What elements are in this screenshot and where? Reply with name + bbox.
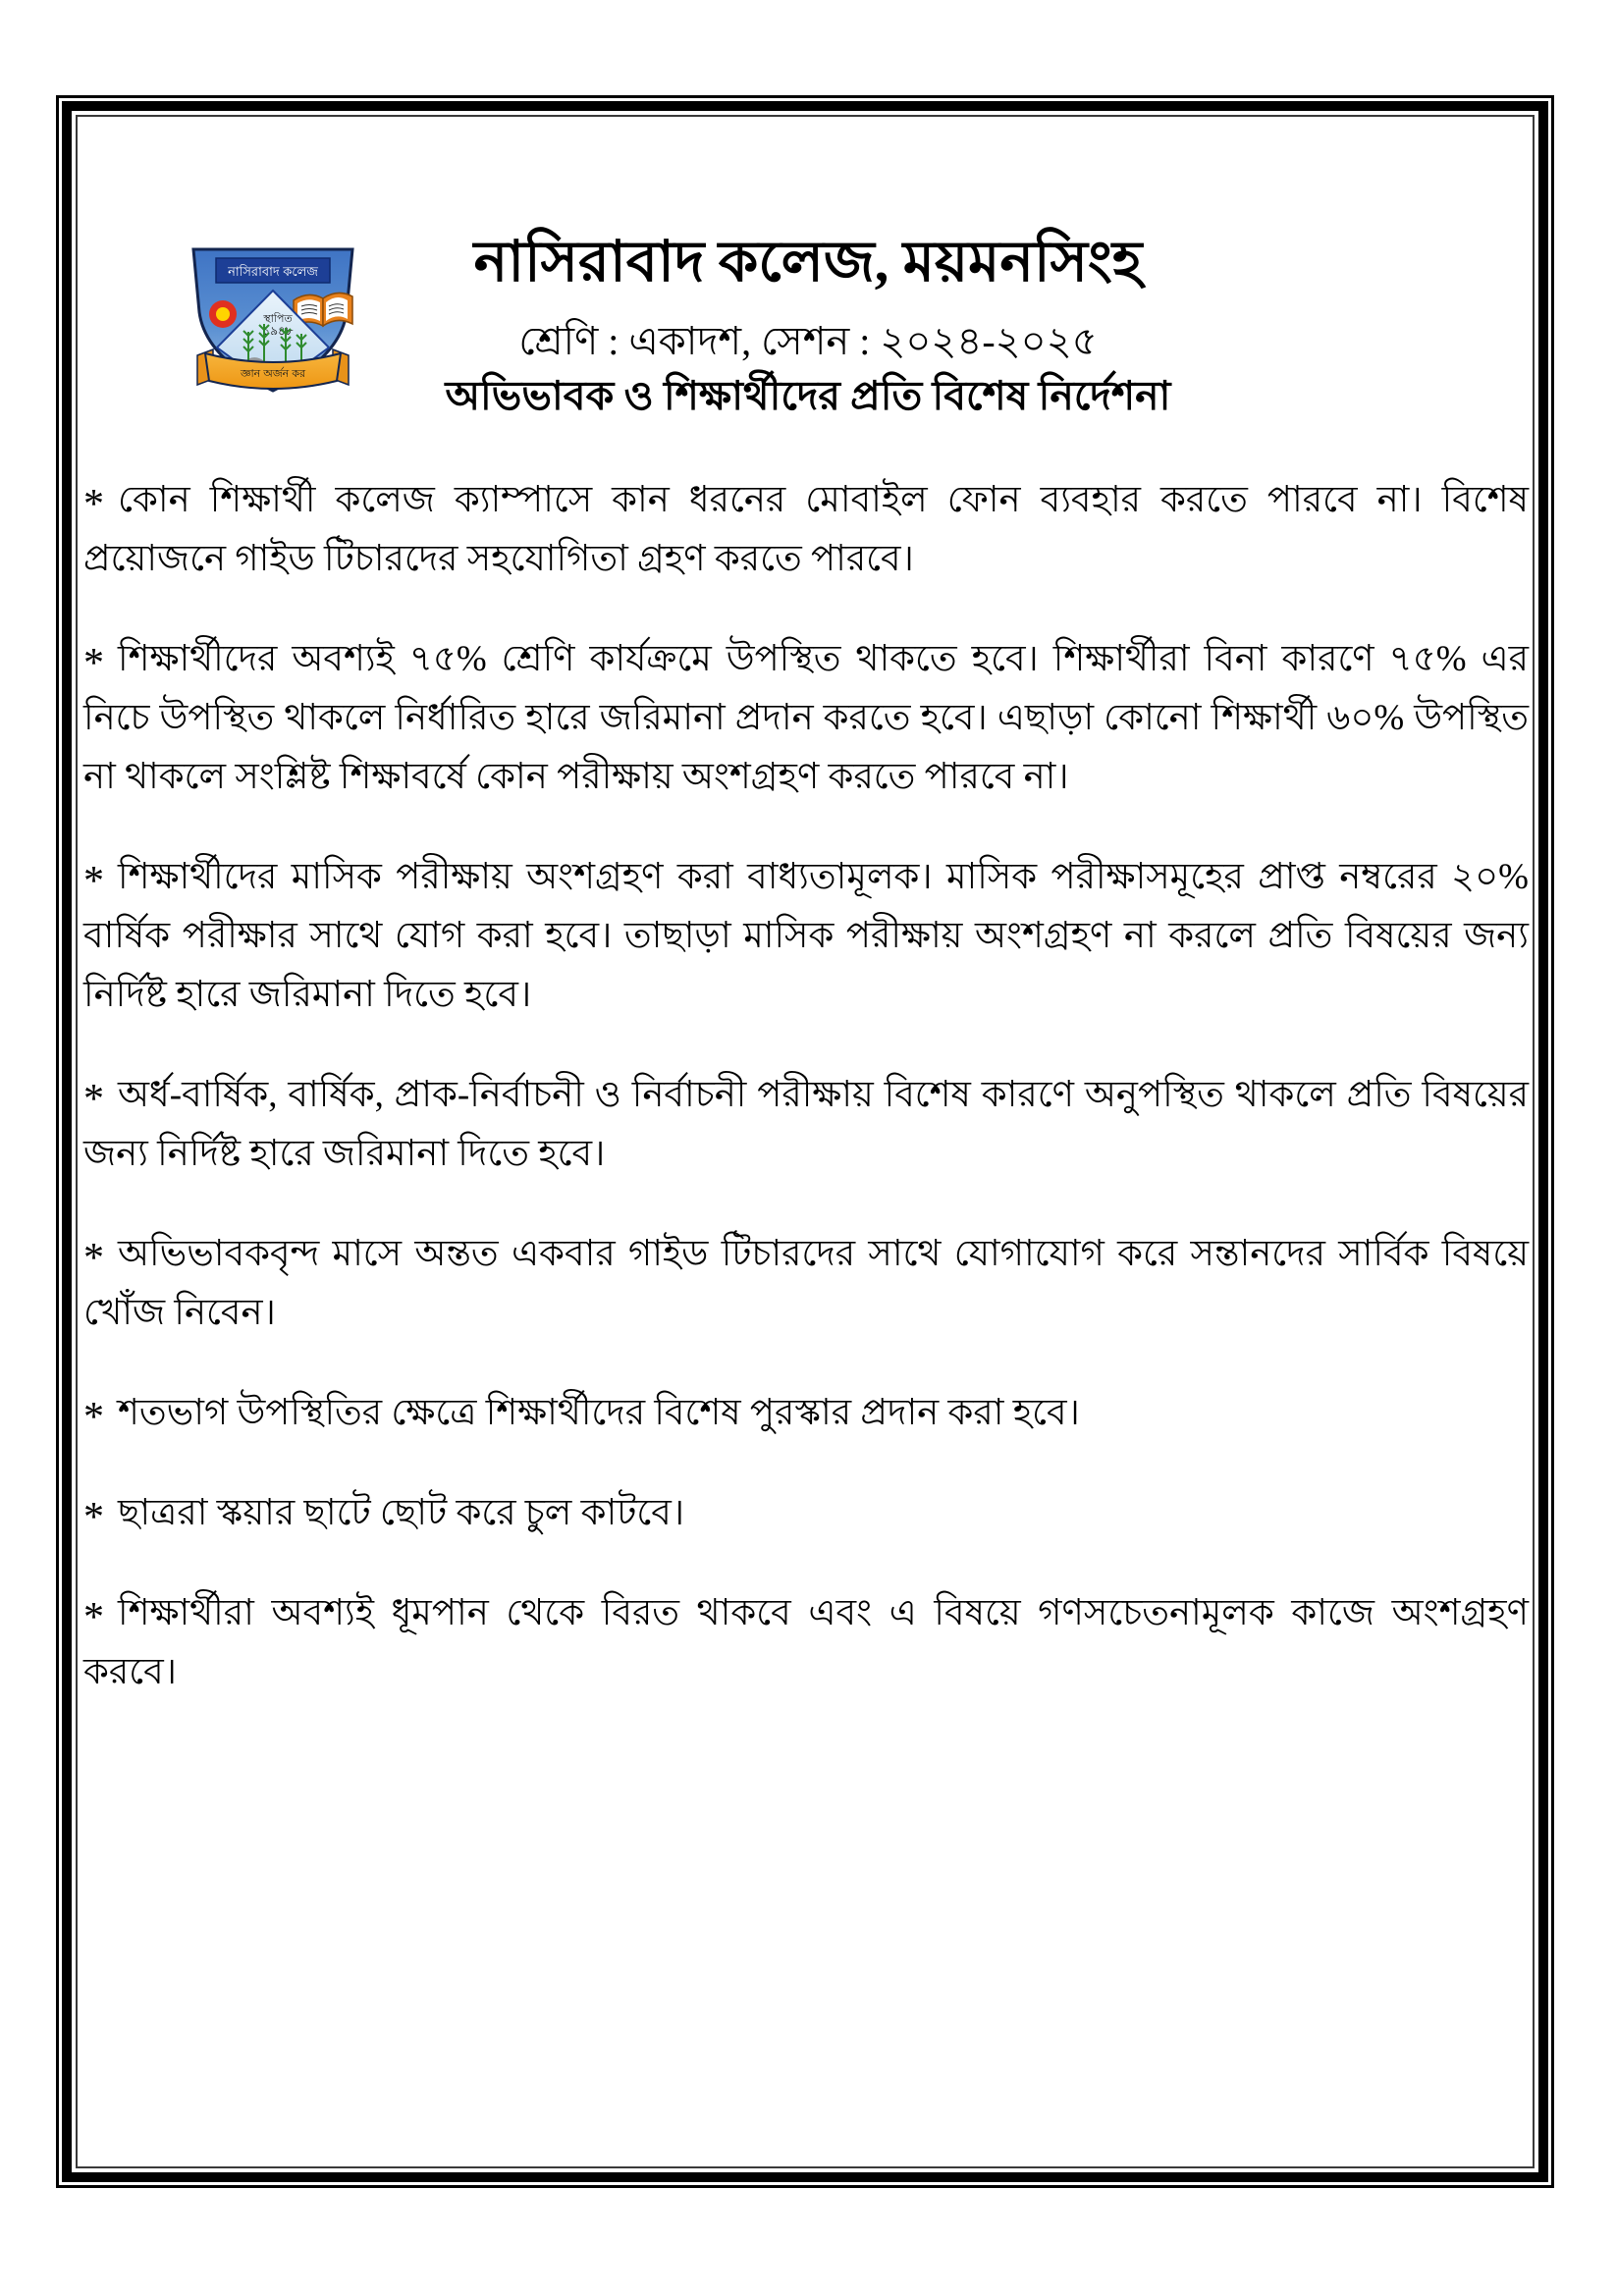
crest-established-year: ১৯৪৮ <box>262 324 294 338</box>
instruction-item-5 <box>83 1223 1529 1343</box>
instruction-item-1 <box>83 469 1529 589</box>
instruction-text: শিক্ষার্থীদের অবশ্যই ৭৫% শ্রেণি কার্যক্রমে উপস্থিত থাকতে হবে। শিক্ষার্থীরা বিনা কারণে ৭৫% এর নিচে উপস্থিত থাকলে নির্ধারিত হারে জরিমানা প্রদান করতে হবে। এছাড়া কোনো শিক্ষার্থী ৬০% উপস্থিত না থাকলে সংশ্লিষ্ট শিক্ষাবর্ষে কোন পরীক্ষায় অংশগ্রহণ করতে পারবে না। <box>83 639 1529 797</box>
instruction-item-7 <box>83 1482 1529 1543</box>
instruction-text: অর্ধ-বার্ষিক, বার্ষিক, প্রাক-নির্বাচনী ও নির্বাচনী পরীক্ষায় বিশেষ কারণে অনুপস্থিত থাকলে প্রতি বিষয়ের জন্য নির্দিষ্ট হারে জরিমানা দিতে হবে। <box>83 1075 1529 1174</box>
instruction-text: শিক্ষার্থীদের মাসিক পরীক্ষায় অংশগ্রহণ করা বাধ্যতামূলক। মাসিক পরীক্ষাসমূহের প্রাপ্ত নম্বরের ২০% বার্ষিক পরীক্ষার সাথে যোগ করা হবে। তাছাড়া মাসিক পরীক্ষায় অংশগ্রহণ না করলে প্রতি বিষয়ের জন্য নির্দিষ্ট হারে জরিমানা দিতে হবে। <box>83 857 1529 1015</box>
bullet-asterisk: * <box>83 859 104 904</box>
bullet-asterisk: * <box>83 1495 104 1540</box>
crest-motto-text: জ্ঞান অর্জন কর <box>240 368 306 380</box>
instruction-text: অভিভাবকবৃন্দ মাসে অন্তত একবার গাইড টিচারদের সাথে যোগাযোগ করে সন্তানদের সার্বিক বিষয়ে খোঁজ নিবেন। <box>83 1234 1529 1333</box>
instruction-item-8 <box>83 1582 1529 1702</box>
instruction-text: শতভাগ উপস্থিতির ক্ষেত্রে শিক্ষার্থীদের বিশেষ পুরস্কার প্রদান করা হবে। <box>118 1393 1080 1433</box>
crest-established-label: স্থাপিত <box>263 313 293 325</box>
bullet-asterisk: * <box>83 482 104 527</box>
notice-title: অভিভাবক ও শিক্ষার্থীদের প্রতি বিশেষ নির্দেশনা <box>445 373 1171 418</box>
page-title: নাসিরাবাদ কলেজ, ময়মনসিংহ <box>473 230 1143 294</box>
crest-banner-text: নাসিরাবাদ কলেজ <box>228 264 318 279</box>
bullet-asterisk: * <box>83 1595 104 1640</box>
instruction-list <box>83 469 1529 1741</box>
instruction-item-2 <box>83 628 1529 807</box>
instruction-text: ছাত্ররা স্কয়ার ছাটে ছোট করে চুল কাটবে। <box>118 1493 685 1533</box>
instruction-item-4 <box>83 1064 1529 1184</box>
instruction-text: শিক্ষার্থীরা অবশ্যই ধূমপান থেকে বিরত থাকবে এবং এ বিষয়ে গণসচেতনামূলক কাজে অংশগ্রহণ করবে। <box>83 1593 1529 1692</box>
instruction-text: কোন শিক্ষার্থী কলেজ ক্যাম্পাসে কান ধরনের মোবাইল ফোন ব্যবহার করতে পারবে না। বিশেষ প্রয়োজনে গাইড টিচারদের সহযোগিতা গ্রহণ করতে পারবে। <box>83 480 1529 579</box>
bullet-asterisk: * <box>83 641 104 686</box>
class-session-line: শ্রেণি : একাদশ, সেশন : ২০২৪-২০২৫ <box>518 319 1098 363</box>
instruction-item-3 <box>83 846 1529 1025</box>
bullet-asterisk: * <box>83 1077 104 1122</box>
instruction-item-6 <box>83 1382 1529 1443</box>
bullet-asterisk: * <box>83 1236 104 1281</box>
bullet-asterisk: * <box>83 1395 104 1440</box>
